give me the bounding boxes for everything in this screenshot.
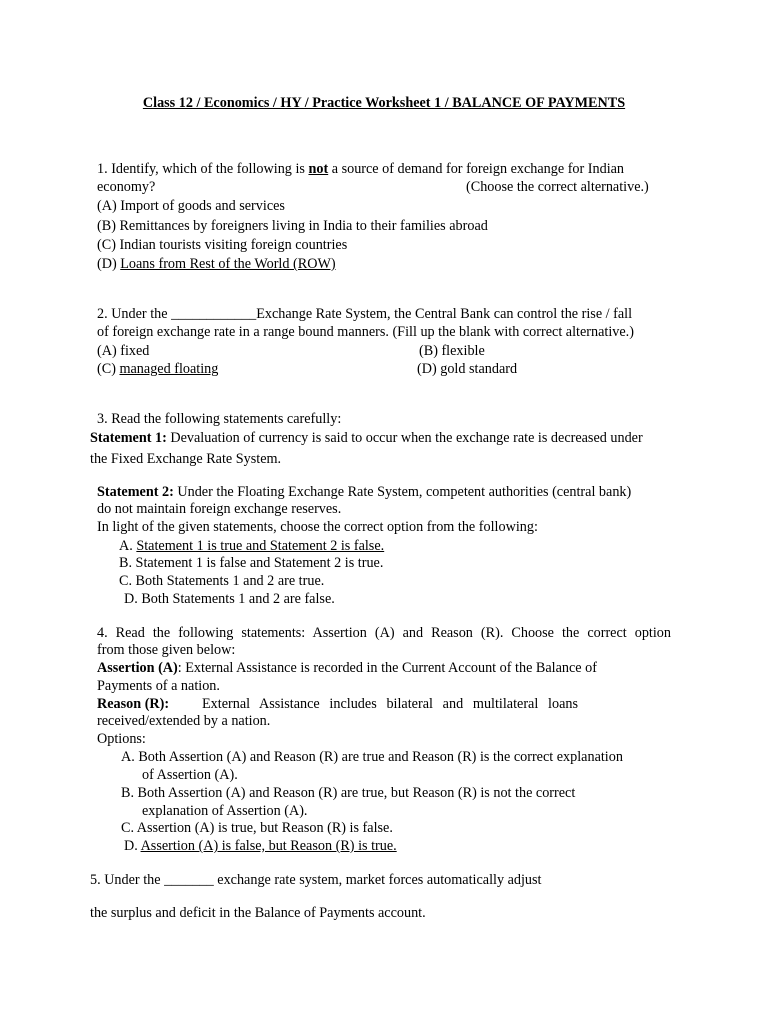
q3-option-c: C. Both Statements 1 and 2 are true.	[119, 573, 325, 589]
q2-option-b: (B) flexible	[419, 343, 485, 359]
q1-option-b: (B) Remittances by foreigners living in India to their families abroad	[97, 218, 488, 234]
q2-line1: 2. Under the ____________Exchange Rate System, the Central Bank can control the rise / fall	[97, 306, 633, 322]
q4-option-d: D. Assertion (A) is false, but Reason (R) is true.	[124, 838, 397, 854]
q5-line1: 5. Under the _______ exchange rate system, market forces automatically adjust	[90, 872, 542, 888]
q3-option-b: B. Statement 1 is false and Statement 2 is true.	[119, 555, 384, 571]
q2-answer: managed floating	[119, 361, 219, 377]
q4-option-b-line2: explanation of Assertion (A).	[142, 803, 308, 819]
q3-statement1-line2: the Fixed Exchange Rate System.	[90, 451, 282, 467]
q1-line2: economy?	[97, 179, 156, 195]
q4-line2: from those given below:	[97, 642, 236, 658]
q1-option-d: (D) Loans from Rest of the World (ROW)	[97, 256, 336, 272]
q4-option-a-line2: of Assertion (A).	[142, 767, 238, 783]
q2-blank: ____________	[171, 306, 257, 322]
q1-answer: Loans from Rest of the World (ROW)	[120, 256, 336, 272]
q4-line1: 4. Read the following statements: Assertion (A) and Reason (R). Choose the correct option	[97, 625, 671, 641]
q2-option-d: (D) gold standard	[417, 361, 518, 377]
q3-intro: 3. Read the following statements carefully:	[97, 411, 342, 427]
q1-instruction: (Choose the correct alternative.)	[466, 179, 649, 195]
q4-assertion-line1: Assertion (A): External Assistance is recorded in the Current Account of the Balance of	[97, 660, 597, 676]
q3-prompt: In light of the given statements, choose the correct option from the following:	[97, 519, 538, 535]
q4-option-a-line1: A. Both Assertion (A) and Reason (R) are true and Reason (R) is the correct explanation	[121, 749, 623, 765]
q3-statement1-line1: Statement 1: Devaluation of currency is said to occur when the exchange rate is decreased under	[90, 430, 643, 446]
q2-option-c: (C) managed floating	[97, 361, 219, 377]
q4-reason-label: Reason (R):	[97, 696, 170, 712]
q2-option-a: (A) fixed	[97, 343, 150, 359]
q1-option-c: (C) Indian tourists visiting foreign countries	[97, 237, 348, 253]
q4-option-b-line1: B. Both Assertion (A) and Reason (R) are true, but Reason (R) is not the correct	[121, 785, 576, 801]
q4-option-c: C. Assertion (A) is true, but Reason (R) is false.	[121, 820, 393, 836]
q1-option-a: (A) Import of goods and services	[97, 198, 285, 214]
q1-line1: 1. Identify, which of the following is not a source of demand for foreign exchange for Indian	[97, 161, 625, 177]
q3-answer: Statement 1 is true and Statement 2 is false.	[136, 538, 385, 554]
q3-statement2-line1: Statement 2: Under the Floating Exchange Rate System, competent authorities (central bank)	[97, 484, 632, 500]
q4-assertion-line2: Payments of a nation.	[97, 678, 220, 694]
q4-reason-line2: received/extended by a nation.	[97, 713, 271, 729]
page-title: Class 12 / Economics / HY / Practice Worksheet 1 / BALANCE OF PAYMENTS	[142, 95, 626, 111]
q2-line2: of foreign exchange rate in a range bound manners. (Fill up the blank with correct alternative.)	[97, 324, 634, 340]
q4-reason-line1: External Assistance includes bilateral and multilateral loans	[202, 696, 578, 712]
q4-options-label: Options:	[97, 731, 146, 747]
q4-answer: Assertion (A) is false, but Reason (R) is true.	[140, 838, 397, 854]
q3-option-d: D. Both Statements 1 and 2 are false.	[124, 591, 335, 607]
q1-emphasis: not	[308, 161, 329, 177]
q5-line2: the surplus and deficit in the Balance of Payments account.	[90, 905, 426, 921]
q3-statement2-line2: do not maintain foreign exchange reserves.	[97, 501, 342, 517]
q3-option-a: A. Statement 1 is true and Statement 2 is false.	[119, 538, 385, 554]
